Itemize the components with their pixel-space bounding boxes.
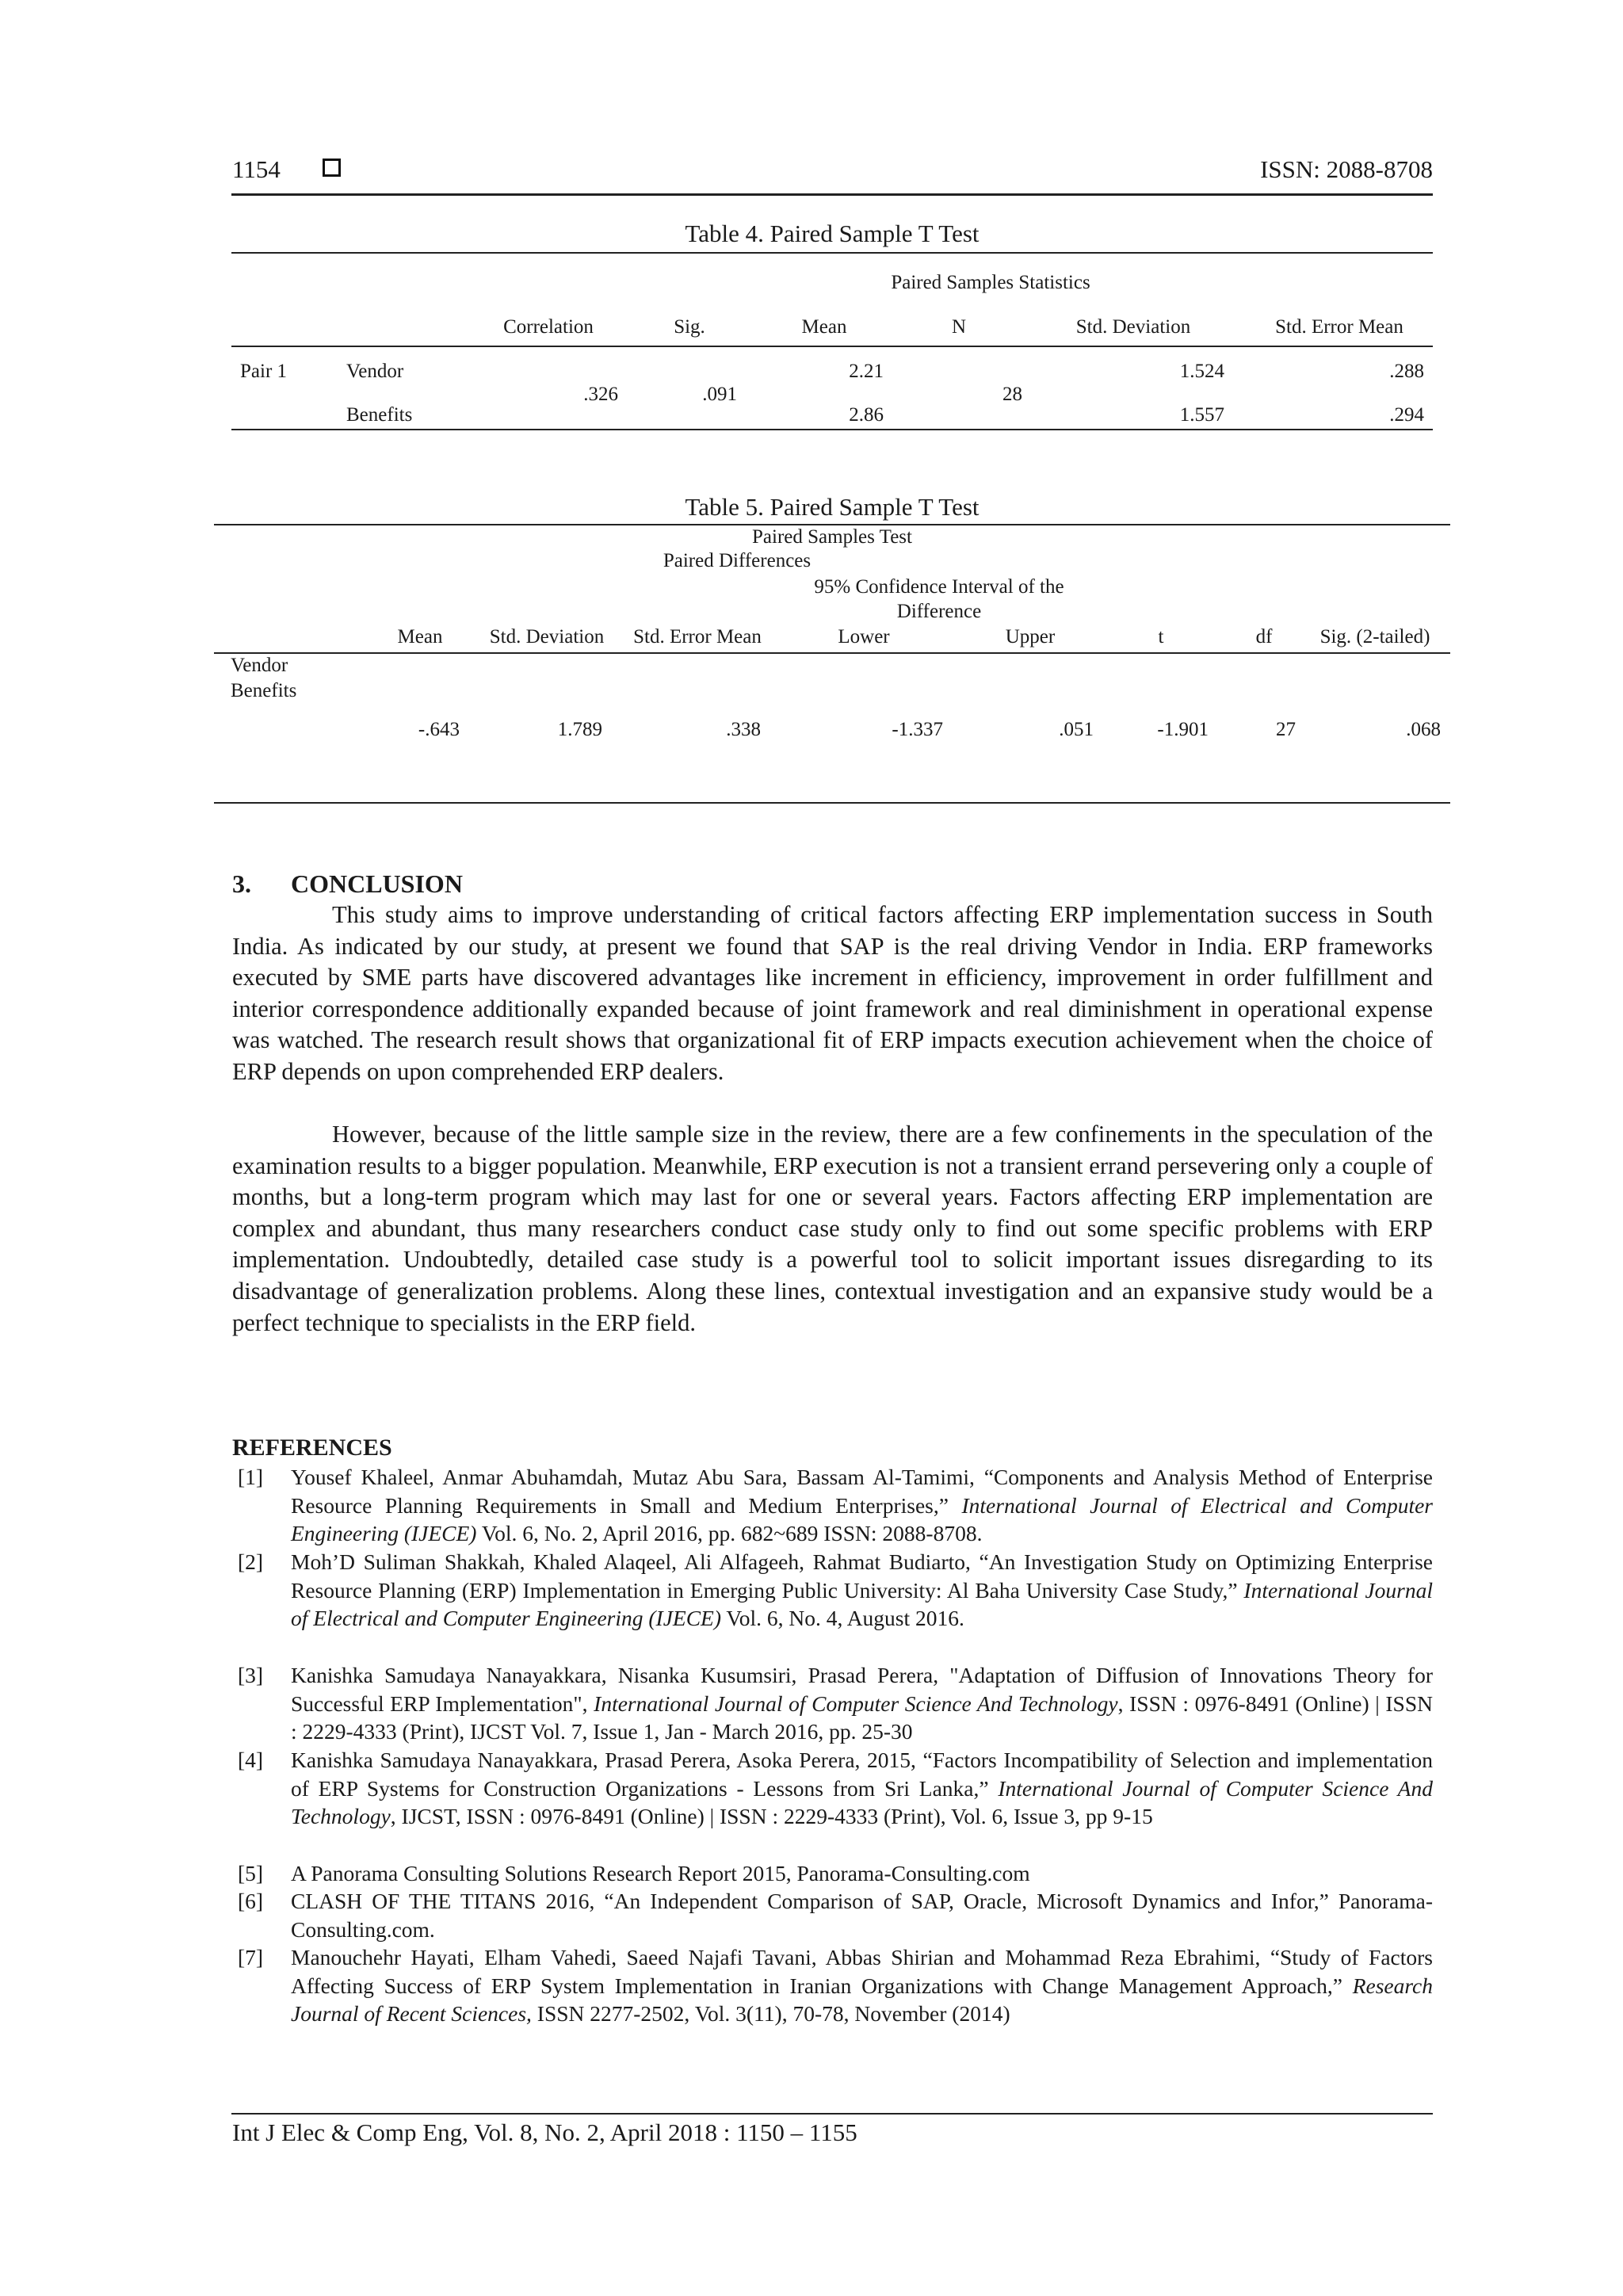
row-label: Benefits [346,404,413,426]
mean-value: 2.86 [849,404,884,426]
reference-item [238,1943,1433,2028]
std-dev-value: 1.557 [1179,404,1224,426]
section-title: CONCLUSION [291,869,463,898]
table-5-title: Paired Samples Test [752,526,912,548]
column-header: Mean [801,316,847,338]
reference-text: Yousef Khaleel, Anmar Abuhamdah, Mutaz Abu Sara, Bassam Al-Tamimi, “Components and Analysis Method of Enterprise Resource Planning Requirements in Small and Medium Enterprises,” [291,1465,1433,1518]
reference-text: A Panorama Consulting Solutions Research Report 2015, Panorama-Consulting.com [291,1861,1030,1885]
group-header: Paired Differences [663,550,812,571]
table-4-title: Paired Samples Statistics [891,272,1090,293]
reference-text: CLASH OF THE TITANS 2016, “An Independent Comparison of SAP, Oracle, Microsoft Dynamics and Infor,” Panorama-Consulting.com. [291,1889,1433,1942]
table-rule [231,252,1433,254]
reference-text: ISSN 2277-2502, Vol. 3(11), 70-78, November (2014) [531,2001,1010,2027]
column-header: Upper [1005,626,1056,648]
reference-number: [6] [238,1889,264,1913]
lower-value: -1.337 [892,719,943,740]
page-number: 1154 [232,155,281,183]
mean-value: -.643 [418,719,460,740]
reference-number: [3] [238,1663,264,1687]
table-rule [231,429,1433,430]
reference-text: Moh’D Suliman Shakkah, Khaled Alaqeel, Ali Alfageeh, Rahmat Budiarto, “An Investigation Study on Optimizing Enterprise Resource Planning (ERP) Implementation in Emerging Public University: Al Baha University Case Study,” [291,1549,1433,1603]
std-err-value: .338 [726,719,761,740]
column-header: Correlation [503,316,594,338]
reference-text: Kanishka Samudaya Nanayakkara, Nisanka Kusumsiri, Prasad Perera, "Adaptation of Diffusion of Innovations Theory for Successful ERP Implementation", [291,1663,1433,1716]
table-4-caption: Table 4. Paired Sample T Test [685,220,980,247]
column-header: Sig. (2-tailed) [1319,626,1430,648]
ci-header: 95% Confidence Interval of the [814,576,1064,598]
reference-journal: International Journal of Computer Science And Technology [291,1775,1433,1829]
t-value: -1.901 [1157,719,1209,740]
reference-text: Vol. 6, No. 4, August 2016. [721,1606,964,1631]
conclusion-paragraph-1: This study aims to improve understanding of critical factors affecting ERP implementation success in South India. As indicated by our study, at present we found that SAP is the real driving Vendor in India. ERP frameworks executed by SME parts have discovered advantages like increment in efficiency, improvement in order fulfillment and interior correspondence additionally expanded because of joint framework and real diminishment in operational expense was watched. The research result shows that organizational fit of ERP impacts execution achievement when the choice of ERP depends on upon comprehended ERP dealers. [232,901,1433,1085]
reference-text: , IJCST, ISSN : 0976-8491 (Online) | ISSN : 2229-4333 (Print), Vol. 6, Issue 3, pp 9-15 [390,1804,1153,1829]
header-rule [231,193,1433,196]
std-err-value: .294 [1389,404,1424,426]
n-value: 28 [1002,384,1022,405]
sig-value: .091 [702,384,737,405]
ci-header: Difference [896,601,982,622]
reference-item [238,1548,1433,1633]
column-header: N [951,316,967,338]
df-value: 27 [1276,719,1296,740]
std-err-value: .288 [1389,361,1424,382]
reference-number: [2] [238,1549,264,1574]
reference-item [238,1887,1433,1943]
reference-journal: International Journal of Electrical and Computer Engineering (IJECE) [291,1577,1433,1631]
column-header: t [1158,626,1164,648]
reference-text: Kanishka Samudaya Nanayakkara, Prasad Perera, Asoka Perera, 2015, “Factors Incompatibility of Selection and implementation of ERP Systems for Construction Organizations - Lessons from Sri Lanka,” [291,1748,1433,1801]
column-header: Std. Error Mean [633,626,762,648]
footer-rule [231,2113,1433,2115]
column-header: df [1255,626,1273,648]
pair-label: Pair 1 [240,361,288,382]
reference-text: , ISSN : 0976-8491 (Online) | ISSN : 2229-4333 (Print), IJCST Vol. 7, Issue 1, Jan - March 2016, pp. 25-30 [291,1690,1434,1744]
column-header: Sig. [674,316,705,338]
std-dev-value: 1.524 [1179,361,1224,382]
upper-value: .051 [1059,719,1094,740]
column-header: Std. Deviation [1075,316,1191,338]
references-heading: REFERENCES [232,1435,392,1461]
reference-number: [4] [238,1748,264,1772]
reference-journal: International Journal of Electrical and Computer Engineering (IJECE) [291,1492,1433,1546]
reference-item [238,1661,1433,1746]
row-label: Benefits [231,680,297,701]
conclusion-paragraph-2: However, because of the little sample size in the review, there are a few confinements in the speculation of the examination results to a bigger population. Meanwhile, ERP execution is not a transient errand persevering only a couple of months, but a long-term program which may last for one or several years. Factors affecting ERP implementation are complex and abundant, thus many researchers conduct case study only to find out some specific problems with ERP implementation. Undoubtedly, detailed case study is a powerful tool to solicit important issues disregarding to its disadvantage of generalization problems. Along these lines, contextual investigation and an expansive study would be a perfect technique to specialists in the ERP field. [232,1121,1433,1336]
sig-value: .068 [1406,719,1441,740]
row-label: Vendor [231,655,288,676]
reference-item [238,1463,1433,1548]
column-header: Std. Error Mean [1275,316,1403,338]
reference-item [238,1859,1433,1888]
correlation-value: .326 [583,384,618,405]
column-header: Mean [397,626,443,648]
reference-item [238,1746,1433,1831]
column-header: Std. Deviation [489,626,605,648]
footer-citation: Int J Elec & Comp Eng, Vol. 8, No. 2, April 2018 : 1150 – 1155 [232,2118,857,2146]
reference-number: [5] [238,1861,264,1885]
journal-issn: ISSN: 2088-8708 [1260,155,1433,183]
reference-journal: International Journal of Computer Science And Technology [594,1690,1118,1716]
column-header: Lower [838,626,890,648]
reference-text: Manouchehr Hayati, Elham Vahedi, Saeed Najafi Tavani, Abbas Shirian and Mohammad Reza Ebrahimi, “Study of Factors Affecting Success of ERP System Implementation in Iranian Organizations with Change Management Approach,” [291,1945,1433,1998]
table-rule [214,652,1450,654]
square-bullet-icon [323,159,341,177]
section-number: 3. [232,869,251,898]
reference-text: Vol. 6, No. 2, April 2016, pp. 682~689 ISSN: 2088-8708. [476,1521,983,1546]
table-rule [214,802,1450,804]
reference-number: [7] [238,1945,264,1969]
section-heading [232,869,463,899]
reference-number: [1] [238,1465,264,1489]
table-5-caption: Table 5. Paired Sample T Test [685,493,980,521]
std-dev-value: 1.789 [557,719,602,740]
reference-journal: Research Journal of Recent Sciences, [291,1973,1433,2027]
table-rule [214,524,1450,525]
mean-value: 2.21 [849,361,884,382]
table-rule [231,346,1433,347]
row-label: Vendor [346,361,404,382]
